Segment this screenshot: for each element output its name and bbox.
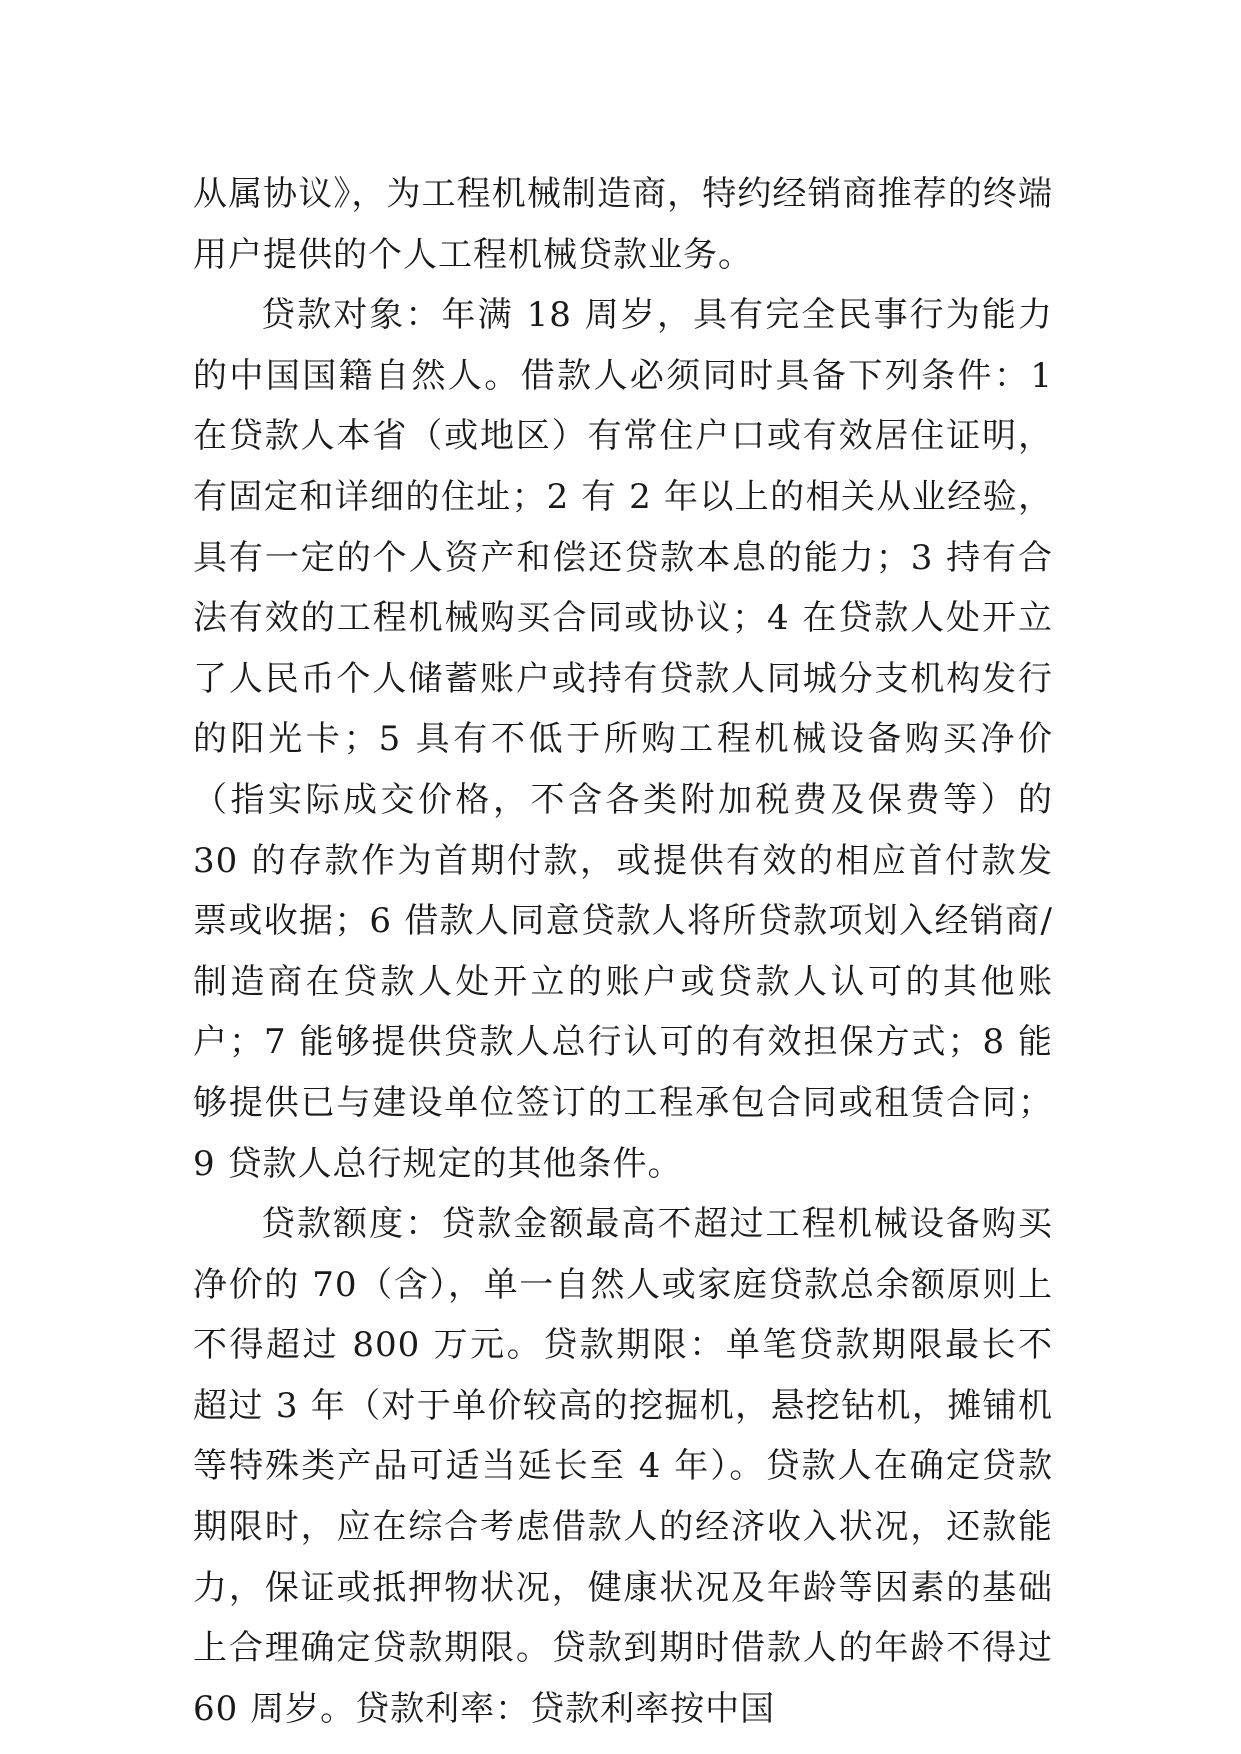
paragraph-loan-subject: 贷款对象：年满 18 周岁，具有完全民事行为能力的中国国籍自然人。借款人必须同时具备下列条件：1 在贷款人本省（或地区）有常住户口或有效居住证明，有固定和详细的住址；2 有 2 年以上的相关从业经验，具有一定的个人资产和偿还贷款本息的能力；3 持有合法有效的工程机械购买合同或协议；4 在贷款人处开立了人民币个人储蓄账户或持有贷款人同城分支机构发行的阳光卡；5 具有不低于所购工程机械设备购买净价（指实际成交价格，不含各类附加税费及保费等）的 30 的存款作为首期付款，或提供有效的相应首付款发票或收据；6 借款人同意贷款人将所贷款项划入经销商/制造商在贷款人处开立的账户或贷款人认可的其他账户；7 能够提供贷款人总行认可的有效担保方式；8 能够提供已与建设单位签订的工程承包合同或租赁合同；9 贷款人总行规定的其他条件。 [193,295,1053,1184]
paragraph-loan-amount: 贷款额度：贷款金额最高不超过工程机械设备购买净价的 70（含），单一自然人或家庭贷款总余额原则上不得超过 800 万元。贷款期限：单笔贷款期限最长不超过 3 年（对于单价较高的挖掘机，悬挖钻机，摊铺机等特殊类产品可适当延长至 4 年）。贷款人在确定贷款期限时，应在综合考虑借款人的经济收入状况，还款能力，保证或抵押物状况，健康状况及年龄等因素的基础上合理确定贷款期限。贷款到期时借款人的年龄不得过 60 周岁。贷款利率：贷款利率按中国 [193,1204,1053,1729]
paragraph-continuation: 从属协议》，为工程机械制造商，特约经销商推荐的终端用户提供的个人工程机械贷款业务。 [193,174,1053,275]
body-text [193,164,1053,1739]
